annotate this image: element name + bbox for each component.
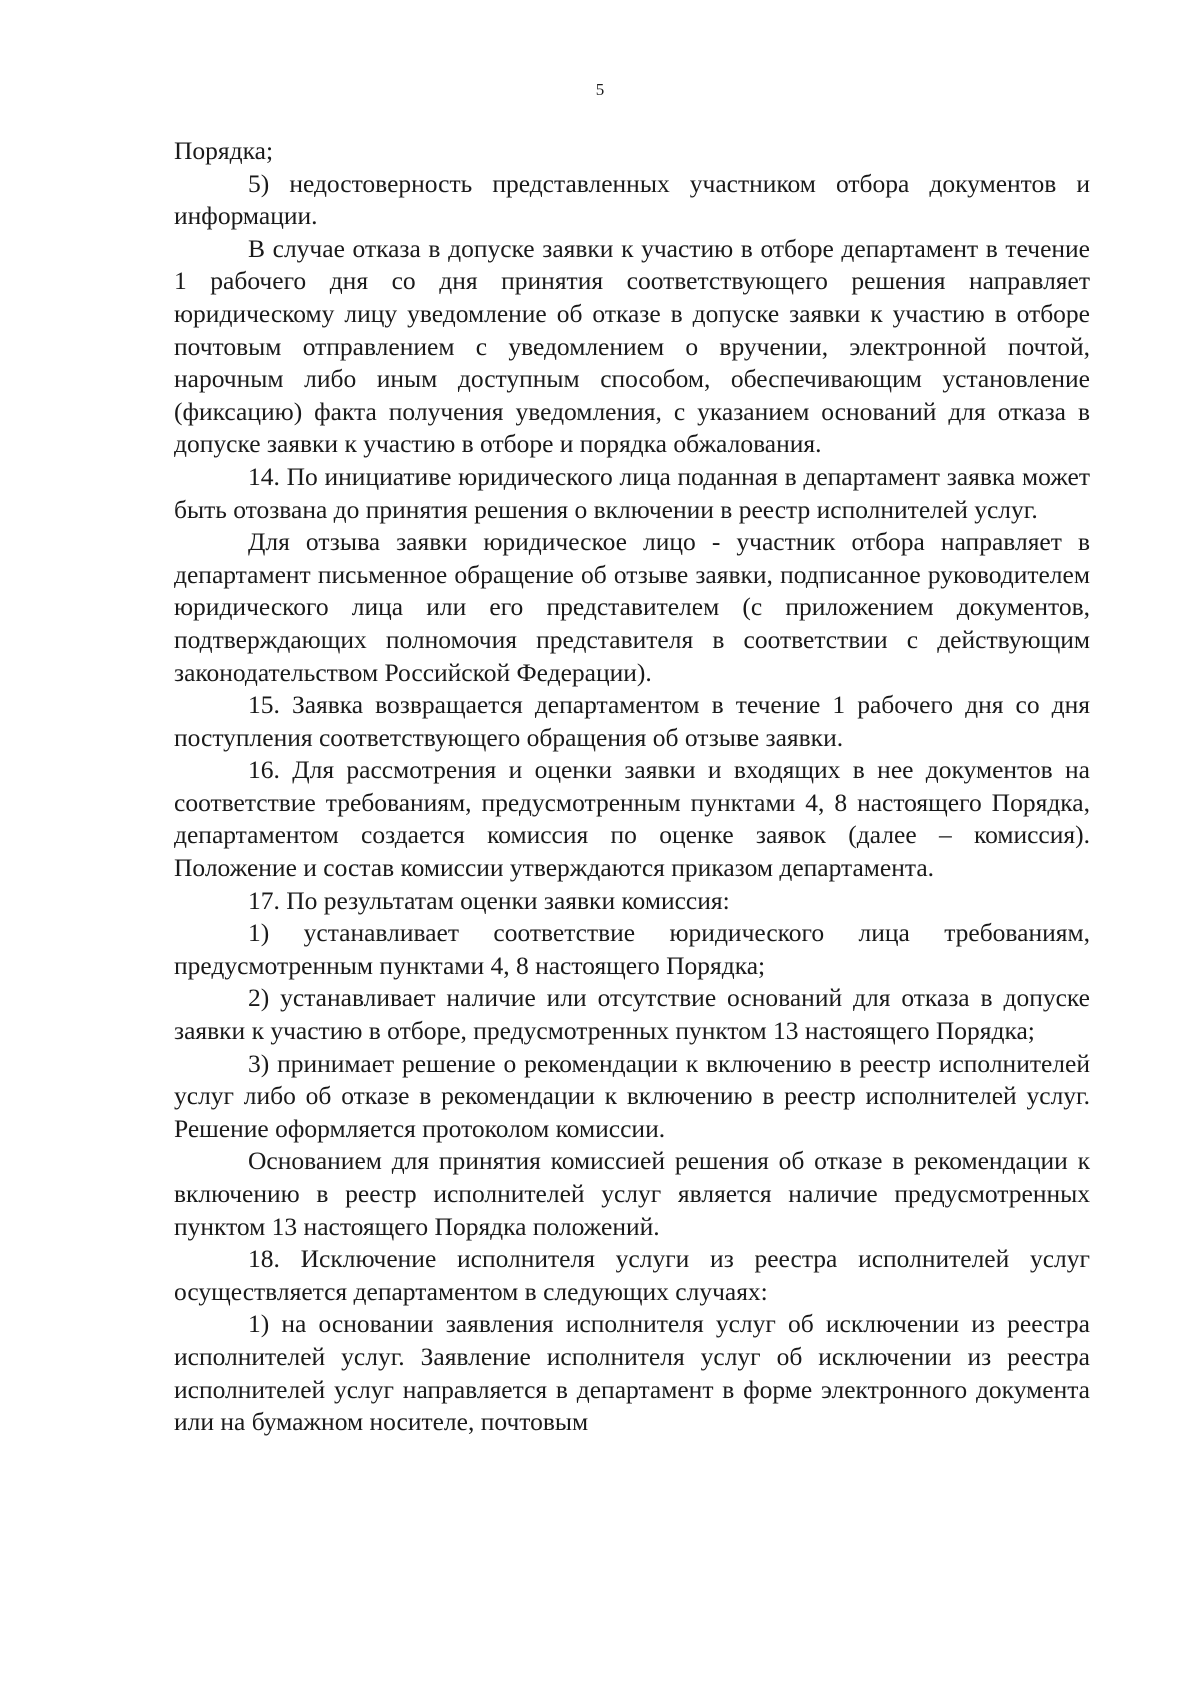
clause-18: 18. Исключение исполнителя услуги из реестра исполнителей услуг осуществляется департаментом в следующих случаях: [174, 1244, 1090, 1306]
paragraph-continuation: Порядка; [174, 136, 274, 165]
paragraph: Для отзыва заявки юридическое лицо - участник отбора направляет в департамент письменное обращение об отзыве заявки, подписанное руководителем юридического лица или его представителем (с приложением документов, подтверждающих полномочия представителя в соответствии с действующим законодательством Российской Федерации). [174, 527, 1090, 687]
list-item: 1) на основании заявления исполнителя услуг об исключении из реестра исполнителей услуг. Заявление исполнителя услуг об исключении из реестра исполнителей услуг направляется в департамент в форме электронного документа или на бумажном носителе, почтовым [174, 1309, 1090, 1437]
document-body [174, 135, 1090, 1439]
clause-16: 16. Для рассмотрения и оценки заявки и входящих в нее документов на соответствие требованиям, предусмотренным пунктами 4, 8 настоящего Порядка, департаментом создается комиссия по оценке заявок (далее – комиссия). Положение и состав комиссии утверждаются приказом департамента. [174, 755, 1090, 883]
page-number: 5 [595, 80, 605, 99]
clause-17: 17. По результатам оценки заявки комиссия: [248, 885, 730, 915]
paragraph: В случае отказа в допуске заявки к участию в отборе департамент в течение 1 рабочего дня со дня принятия соответствующего решения направляет юридическому лицу уведомление об отказе в допуске заявки к участию в отборе почтовым отправлением с уведомлением о вручении, электронной почтой, нарочным либо иным доступным способом, обеспечивающим установление (фиксацию) факта получения уведомления, с указанием оснований для отказа в допуске заявки к участию в отборе и порядка обжалования. [174, 233, 1090, 459]
list-item: 3) принимает решение о рекомендации к включению в реестр исполнителей услуг либо об отказе в рекомендации к включению в реестр исполнителей услуг. Решение оформляется протоколом комиссии. [174, 1048, 1090, 1143]
list-item: 2) устанавливает наличие или отсутствие оснований для отказа в допуске заявки к участию в отборе, предусмотренных пунктом 13 настоящего Порядка; [174, 983, 1090, 1046]
paragraph: Основанием для принятия комиссией решения об отказе в рекомендации к включению в реестр исполнителей услуг является наличие предусмотренных пунктом 13 настоящего Порядка положений. [174, 1146, 1090, 1241]
clause-14: 14. По инициативе юридического лица поданная в департамент заявка может быть отозвана до принятия решения о включении в реестр исполнителей услуг. [174, 461, 1090, 524]
clause-15: 15. Заявка возвращается департаментом в течение 1 рабочего дня со дня поступления соответствующего обращения об отзыве заявки. [174, 690, 1090, 752]
list-item: 5) недостоверность представленных участником отбора документов и информации. [174, 168, 1090, 231]
list-item: 1) устанавливает соответствие юридического лица требованиям, предусмотренным пунктами 4, 8 настоящего Порядка; [174, 918, 1090, 980]
